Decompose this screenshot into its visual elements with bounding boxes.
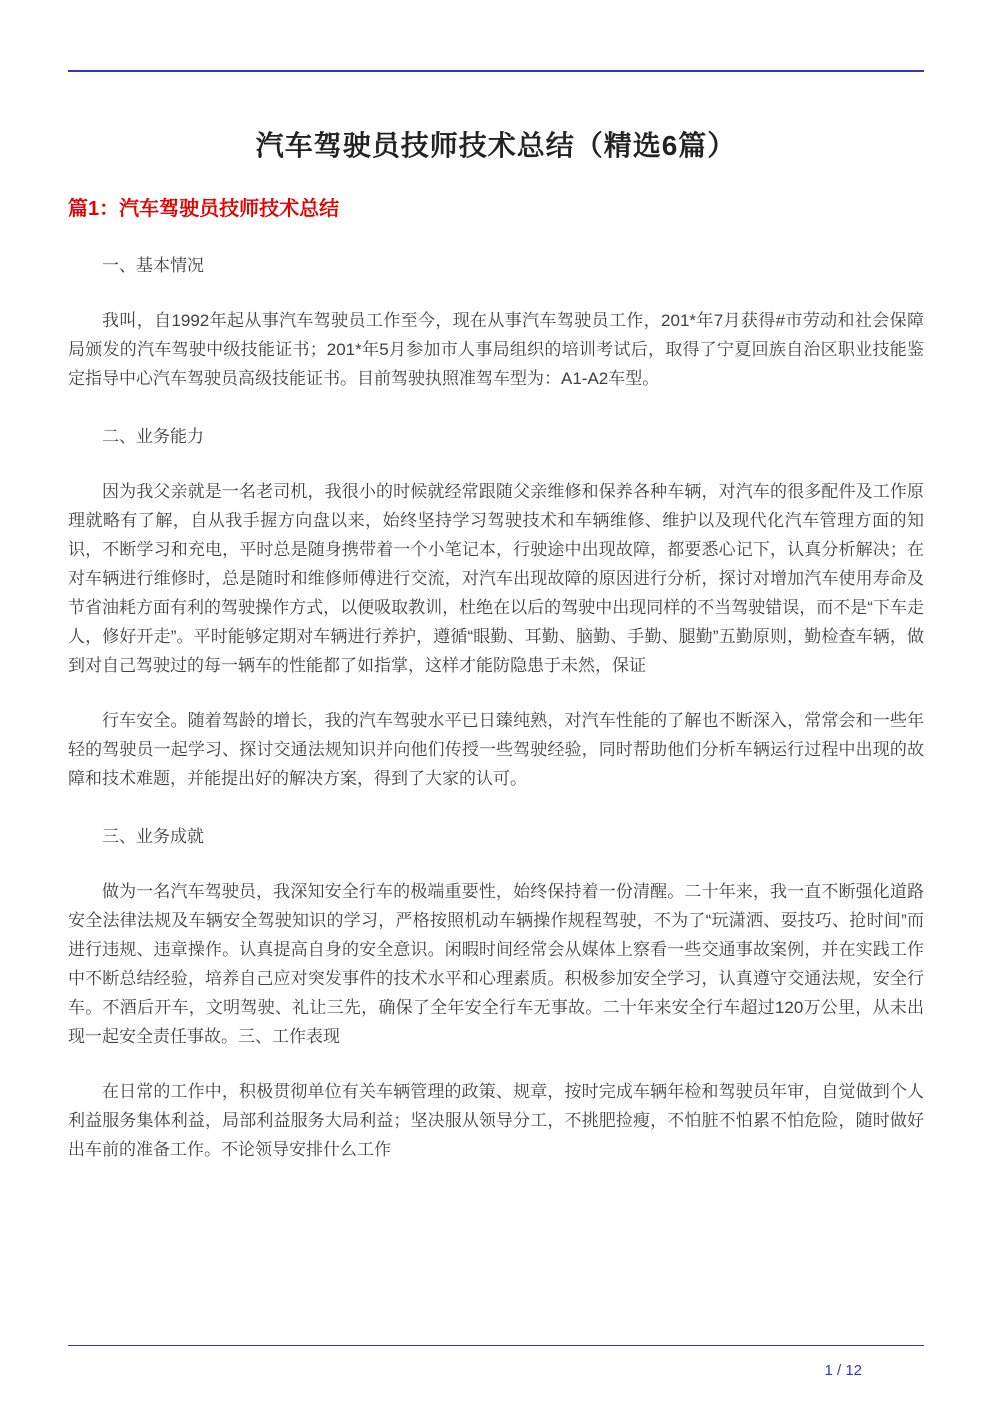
document-title: 汽车驾驶员技师技术总结（精选6篇）	[255, 130, 737, 161]
paragraph-business-achievements: 做为一名汽车驾驶员，我深知安全行车的极端重要性，始终保持着一份清醒。二十年来，我一直不断强化道路安全法律法规及车辆安全驾驶知识的学习，严格按照机动车辆操作规程驾驶，不为了“玩潇洒、耍技巧、抢时间”而进行违规、违章操作。认真提高自身的安全意识。闲暇时间经常会从媒体上察看一些交通事故案例，并在实践工作中不断总结经验，培养自己应对突发事件的技术水平和心理素质。积极参加安全学习，认真遵守交通法规，安全行车。不酒后开车，文明驾驶、礼让三先，确保了全年安全行车无事故。二十年来安全行车超过120万公里，从未出现一起安全责任事故。三、工作表现	[68, 882, 924, 1046]
document-content	[68, 0, 924, 1164]
footer-divider	[68, 1345, 924, 1346]
paragraph-business-ability-1: 因为我父亲就是一名老司机，我很小的时候就经常跟随父亲维修和保养各种车辆，对汽车的很多配件及工作原理就略有了解，自从我手握方向盘以来，始终坚持学习驾驶技术和车辆维修、维护以及现代化汽车管理方面的知识，不断学习和充电，平时总是随身携带着一个小笔记本，行驶途中出现故障，都要悉心记下，认真分析解决；在对车辆进行维修时，总是随时和维修师傅进行交流，对汽车出现故障的原因进行分析，探讨对增加汽车使用寿命及节省油耗方面有利的驾驶操作方式，以便吸取教训，杜绝在以后的驾驶中出现同样的不当驾驶错误，而不是“下车走人，修好开走”。平时能够定期对车辆进行养护，遵循“眼勤、耳勤、脑勤、手勤、腿勤”五勤原则，勤检查车辆，做到对自己驾驶过的每一辆车的性能都了如指掌，这样才能防隐患于未然，保证	[68, 482, 924, 675]
paragraph-basic-info: 我叫，自1992年起从事汽车驾驶员工作至今，现在从事汽车驾驶员工作，201*年7月获得#市劳动和社会保障局颁发的汽车驾驶中级技能证书；201*年5月参加市人事局组织的培训考试后，取得了宁夏回族自治区职业技能鉴定指导中心汽车驾驶员高级技能证书。目前驾驶执照准驾车型为：A1-A2车型。	[68, 311, 924, 388]
page-number: 1 / 12	[824, 1362, 862, 1379]
paragraph-business-ability-2: 行车安全。随着驾龄的增长，我的汽车驾驶水平已日臻纯熟，对汽车性能的了解也不断深入，常常会和一些年轻的驾驶员一起学习、探讨交通法规知识并向他们传授一些驾驶经验，同时帮助他们分析车辆运行过程中出现的故障和技术难题，并能提出好的解决方案，得到了大家的认可。	[68, 711, 924, 788]
paragraph-work-performance: 在日常的工作中，积极贯彻单位有关车辆管理的政策、规章，按时完成车辆年检和驾驶员年审，自觉做到个人利益服务集体利益，局部利益服务大局利益；坚决服从领导分工，不挑肥捡瘦，不怕脏不怕累不怕危险，随时做好出车前的准备工作。不论领导安排什么工作	[68, 1082, 924, 1159]
section-heading-basic-info: 一、基本情况	[102, 256, 204, 275]
section-heading-business-ability: 二、业务能力	[102, 427, 204, 446]
chapter-heading: 篇1：汽车驾驶员技师技术总结	[68, 198, 340, 220]
section-heading-business-achievements: 三、业务成就	[102, 827, 204, 846]
document-body	[68, 251, 924, 1164]
